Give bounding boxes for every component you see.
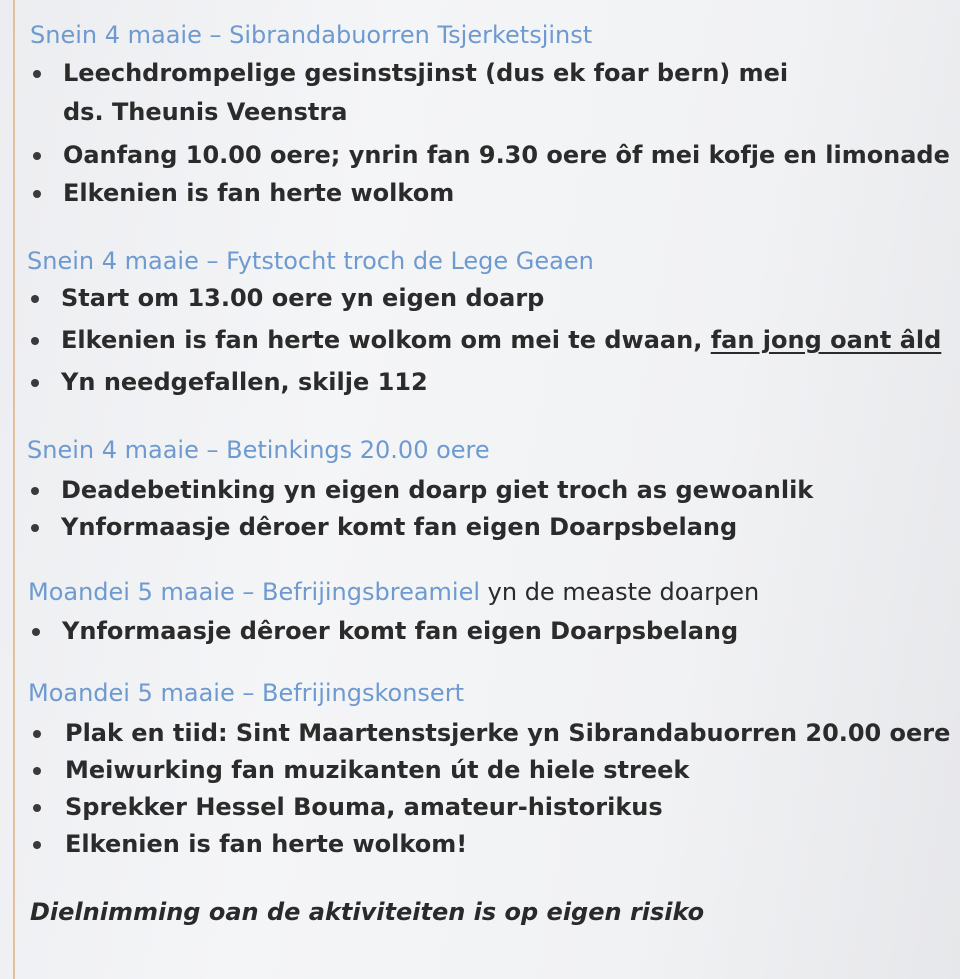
list-item-continuation: ds. Theunis Veenstra [63, 98, 348, 126]
bullet-dot [31, 295, 39, 303]
bullet-dot [31, 524, 39, 532]
list-item: Yn needgefallen, skilje 112 [61, 368, 428, 396]
list-item: Sprekker Hessel Bouma, amateur-historikus [65, 793, 663, 821]
bullet-dot [33, 730, 41, 738]
bullet-dot [31, 379, 39, 387]
disclaimer-footer: Dielnimming oan de aktiviteiten is op eigen risiko [30, 898, 705, 926]
section-heading-befrijingskonsert: Moandei 5 maaie – Befrijingskonsert [28, 679, 464, 707]
list-item: Oanfang 10.00 oere; ynrin fan 9.30 oere ôf mei kofje en limonade [63, 141, 950, 169]
list-item: Ynformaasje dêroer komt fan eigen Doarpsbelang [62, 617, 739, 645]
section-heading-betinkings: Snein 4 maaie – Betinkings 20.00 oere [27, 436, 490, 464]
section-heading-fytstocht: Snein 4 maaie – Fytstocht troch de Lege Geaen [27, 247, 594, 275]
list-item: Elkenien is fan herte wolkom! [65, 830, 468, 858]
heading-accent-text: Moandei 5 maaie – Befrijingsbreamiel [28, 578, 481, 606]
bullet-dot [33, 841, 41, 849]
section-heading-befrijingsbreamiel [28, 578, 759, 606]
list-item: Ynformaasje dêroer komt fan eigen Doarpsbelang [61, 513, 738, 541]
bullet-dot [33, 190, 41, 198]
list-item: Start om 13.00 oere yn eigen doarp [61, 284, 545, 312]
bullet-dot [33, 804, 41, 812]
list-item: Deadebetinking yn eigen doarp giet troch as gewoanlik [61, 476, 814, 504]
list-item: Leechdrompelige gesinstsjinst (dus ek foar bern) mei [63, 59, 789, 87]
bullet-dot [32, 628, 40, 636]
list-item: Elkenien is fan herte wolkom [63, 179, 455, 207]
bullet-dot [31, 487, 39, 495]
section-heading-tsjerketsjinst: Snein 4 maaie – Sibrandabuorren Tsjerketsjinst [30, 21, 593, 49]
list-item [61, 326, 941, 354]
list-item: Plak en tiid: Sint Maartenstsjerke yn Sibrandabuorren 20.00 oere [65, 719, 951, 747]
bullet-dot [33, 767, 41, 775]
underlined-phrase: fan jong oant âld [710, 326, 942, 354]
list-item: Meiwurking fan muzikanten út de hiele streek [65, 756, 690, 784]
list-item-text: Elkenien is fan herte wolkom om mei te dwaan, [61, 326, 711, 354]
bullet-dot [33, 70, 41, 78]
bullet-dot [33, 152, 41, 160]
heading-rest-text: yn de measte doarpen [480, 578, 760, 606]
bullet-dot [31, 337, 39, 345]
